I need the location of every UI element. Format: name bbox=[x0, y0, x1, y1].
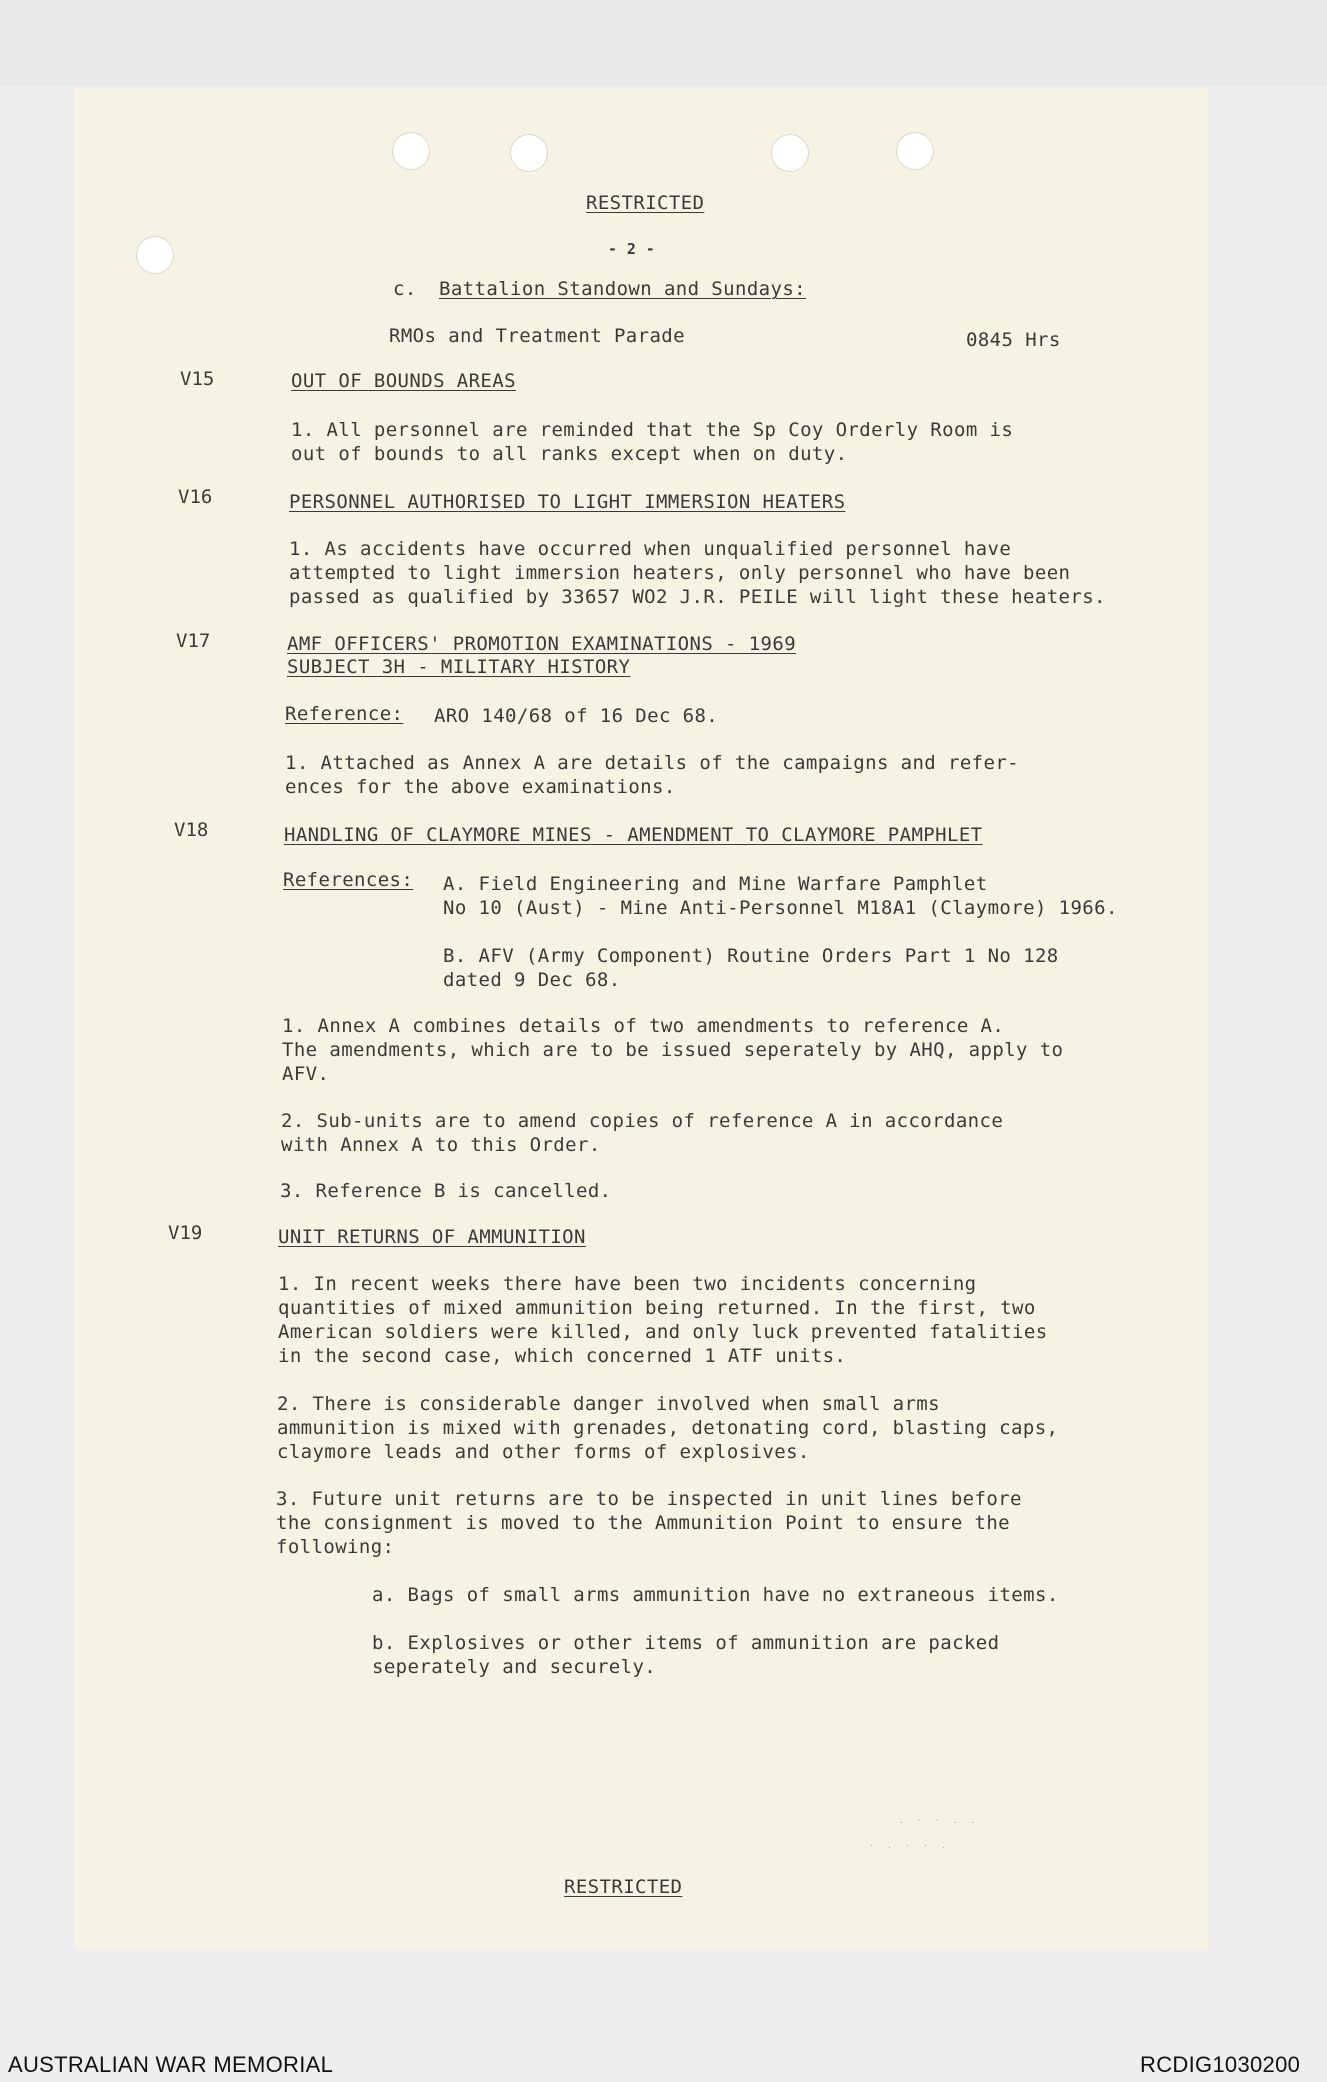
v19-para-1-line-3: American soldiers were killed, and only luck prevented fatalities bbox=[278, 1321, 1048, 1343]
punch-hole bbox=[896, 132, 934, 170]
v16-para-1-line-2: attempted to light immersion heaters, only personnel who have been bbox=[289, 562, 1071, 584]
punch-hole bbox=[392, 132, 430, 170]
classification-header: RESTRICTED bbox=[586, 192, 705, 214]
c-item-time: 0845 Hrs bbox=[966, 329, 1061, 351]
v19-para-2-line-1: 2. There is considerable danger involved when small arms bbox=[277, 1393, 940, 1415]
section-title-v15: OUT OF BOUNDS AREAS bbox=[291, 370, 516, 392]
v18-para-3-line-1: 3. Reference B is cancelled. bbox=[280, 1180, 612, 1202]
page-number: - 2 - bbox=[608, 240, 656, 258]
faint-signature-mark: . · · . . bbox=[900, 1815, 981, 1826]
v19-para-2-line-2: ammunition is mixed with grenades, detonating cord, blasting caps, bbox=[277, 1417, 1059, 1439]
section-title-v17-line-1: AMF OFFICERS' PROMOTION EXAMINATIONS - 1969 bbox=[287, 633, 797, 655]
v18-para-2-line-2: with Annex A to this Order. bbox=[281, 1134, 601, 1156]
punch-hole bbox=[771, 134, 809, 172]
v17-reference-label: Reference: bbox=[285, 703, 404, 725]
section-title-v16: PERSONNEL AUTHORISED TO LIGHT IMMERSION HEATERS bbox=[289, 491, 846, 513]
v18-para-2-line-1: 2. Sub-units are to amend copies of reference A in accordance bbox=[281, 1110, 1004, 1132]
v19-subitem-b-line-1: b. Explosives or other items of ammunition are packed bbox=[372, 1632, 1000, 1654]
section-number-v18: V18 bbox=[174, 819, 209, 841]
v17-para-1-line-2: ences for the above examinations. bbox=[285, 776, 676, 798]
v19-para-1-line-4: in the second case, which concerned 1 ATF units. bbox=[278, 1345, 847, 1367]
v18-references-label: References: bbox=[283, 869, 414, 891]
v19-para-2-line-3: claymore leads and other forms of explosives. bbox=[277, 1441, 810, 1463]
section-number-v15: V15 bbox=[180, 368, 215, 390]
punch-hole bbox=[136, 236, 174, 274]
classification-footer: RESTRICTED bbox=[564, 1876, 683, 1898]
v19-para-1-line-1: 1. In recent weeks there have been two incidents concerning bbox=[278, 1273, 977, 1295]
v19-para-3-line-1: 3. Future unit returns are to be inspected in unit lines before bbox=[276, 1488, 1022, 1510]
section-number-v19: V19 bbox=[168, 1222, 203, 1244]
v17-para-1-line-1: 1. Attached as Annex A are details of the campaigns and refer- bbox=[285, 752, 1020, 774]
section-title-v17-line-2: SUBJECT 3H - MILITARY HISTORY bbox=[287, 656, 631, 678]
archive-name: AUSTRALIAN WAR MEMORIAL bbox=[8, 2052, 334, 2077]
c-item-title: Battalion Standown and Sundays: bbox=[439, 278, 807, 300]
archive-id: RCDIG1030200 bbox=[1140, 2052, 1301, 2077]
v18-reference-b-line-2: dated 9 Dec 68. bbox=[443, 969, 621, 991]
v17-reference-text: ARO 140/68 of 16 Dec 68. bbox=[434, 705, 719, 727]
v19-para-3-line-2: the consignment is moved to the Ammunition Point to ensure the bbox=[276, 1512, 1011, 1534]
v16-para-1-line-3: passed as qualified by 33657 WO2 J.R. PEILE will light these heaters. bbox=[289, 586, 1106, 608]
v18-reference-a-line-2: No 10 (Aust) - Mine Anti-Personnel M18A1 (Claymore) 1966. bbox=[443, 897, 1118, 919]
v15-para-1-line-1: 1. All personnel are reminded that the Sp Coy Orderly Room is bbox=[291, 419, 1014, 441]
v18-para-1-line-3: AFV. bbox=[282, 1063, 330, 1085]
faint-signature-mark: · . · · . bbox=[870, 1840, 951, 1851]
section-title-v18: HANDLING OF CLAYMORE MINES - AMENDMENT TO CLAYMORE PAMPHLET bbox=[284, 824, 983, 846]
v19-subitem-a: a. Bags of small arms ammunition have no extraneous items. bbox=[372, 1584, 1059, 1606]
c-item-label: c. bbox=[393, 278, 417, 300]
section-number-v17: V17 bbox=[176, 630, 211, 652]
v19-para-3-line-3: following: bbox=[276, 1536, 395, 1558]
v19-subitem-b-line-2: seperately and securely. bbox=[372, 1656, 657, 1678]
v18-reference-a-line-1: A. Field Engineering and Mine Warfare Pamphlet bbox=[443, 873, 988, 895]
v16-para-1-line-1: 1. As accidents have occurred when unqualified personnel have bbox=[289, 538, 1012, 560]
punch-hole bbox=[510, 134, 548, 172]
c-item-parade: RMOs and Treatment Parade bbox=[389, 325, 685, 347]
v18-para-1-line-2: The amendments, which are to be issued seperately by AHQ, apply to bbox=[282, 1039, 1064, 1061]
v18-reference-b-line-1: B. AFV (Army Component) Routine Orders Part 1 No 128 bbox=[443, 945, 1059, 967]
v18-para-1-line-1: 1. Annex A combines details of two amendments to reference A. bbox=[282, 1015, 1005, 1037]
section-number-v16: V16 bbox=[178, 486, 213, 508]
section-title-v19: UNIT RETURNS OF AMMUNITION bbox=[278, 1226, 586, 1248]
v15-para-1-line-2: out of bounds to all ranks except when on duty. bbox=[291, 443, 848, 465]
v19-para-1-line-2: quantities of mixed ammunition being returned. In the first, two bbox=[278, 1297, 1036, 1319]
scan-background-top bbox=[0, 0, 1327, 86]
